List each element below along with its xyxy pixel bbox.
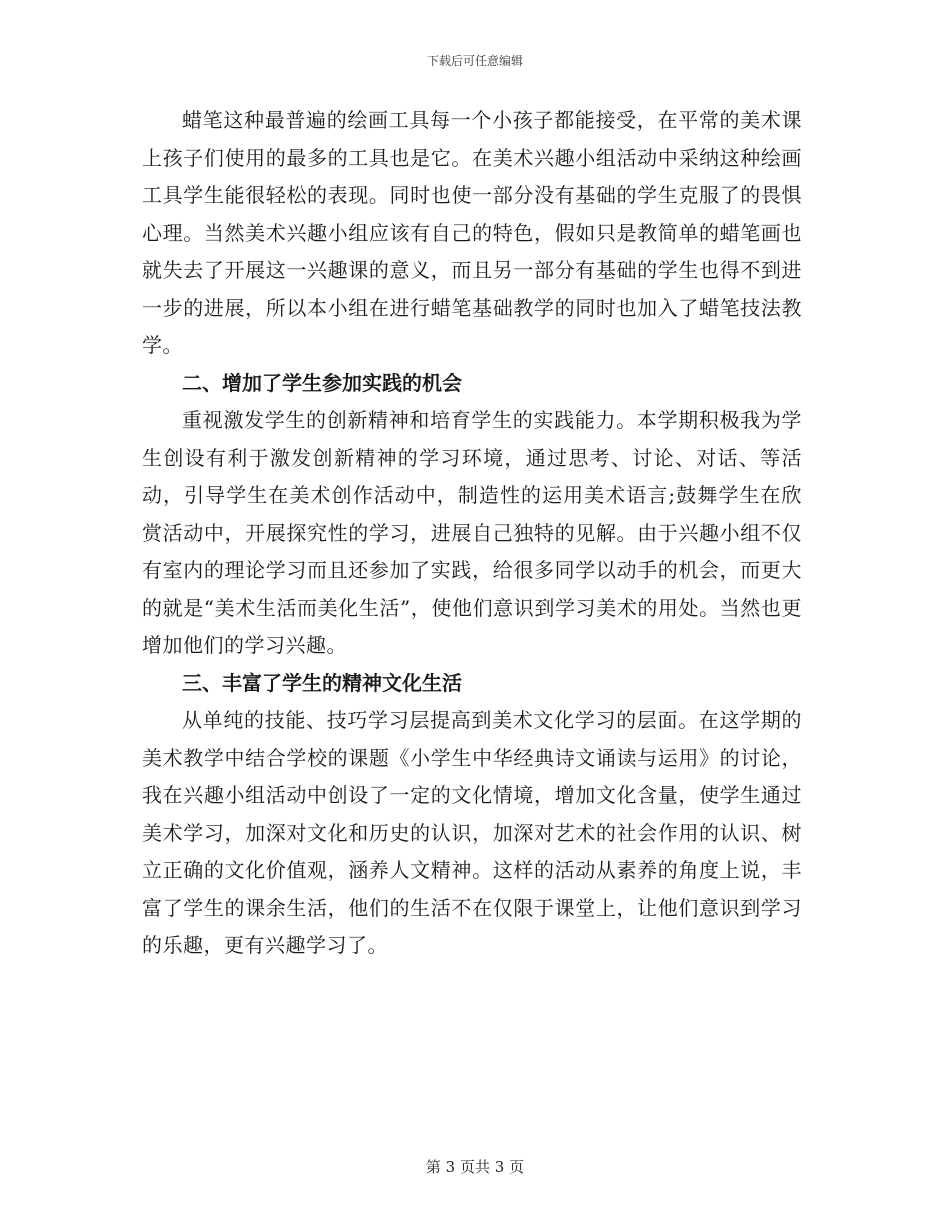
page-number: 第 3 页共 3 页 <box>425 1158 525 1176</box>
section-heading-practice: 二、增加了学生参加实践的机会 <box>182 370 462 395</box>
paragraph-crayon-teaching: 蜡笔这种最普遍的绘画工具每一个小孩子都能接受，在平常的美术课上孩子们使用的最多的工具也是它。在美术兴趣小组活动中采纳这种绘画工具学生能很轻松的表现。同时也使一部分没有基础的学生克服了的畏惧心理。当然美术兴趣小组应该有自己的特色，假如只是教简单的蜡笔画也就失去了开展这一兴趣课的意义，而且另一部分有基础的学生也得不到进一步的进展，所以本小组在进行蜡笔基础教学的同时也加入了蜡笔技法教学。 <box>142 108 802 357</box>
document-body <box>142 102 802 965</box>
paragraph-culture: 从单纯的技能、技巧学习层提高到美术文化学习的层面。在这学期的美术教学中结合学校的课题《小学生中华经典诗文诵读与运用》的讨论，我在兴趣小组活动中创设了一定的文化情境，增加文化含量，使学生通过美术学习，加深对文化和历史的认识，加深对艺术的社会作用的认识、树立正确的文化价值观，涵养人文精神。这样的活动从素养的角度上说，丰富了学生的课余生活，他们的生活不在仅限于课堂上，让他们意识到学习的乐趣，更有兴趣学习了。 <box>142 708 802 957</box>
paragraph-practice: 重视激发学生的创新精神和培育学生的实践能力。本学期积极我为学生创设有利于激发创新精神的学习环境，通过思考、讨论、对话、等活动，引导学生在美术创作活动中，制造性的运用美术语言;鼓舞学生在欣赏活动中，开展探究性的学习，进展自己独特的见解。由于兴趣小组不仅有室内的理论学习而且还参加了实践，给很多同学以动手的机会，而更大的就是“美术生活而美化生活”，使他们意识到学习美术的用处。当然也更增加他们的学习兴趣。 <box>142 408 802 657</box>
page-header: 下载后可任意编辑 <box>426 54 523 68</box>
section-heading-culture: 三、丰富了学生的精神文化生活 <box>182 670 462 695</box>
